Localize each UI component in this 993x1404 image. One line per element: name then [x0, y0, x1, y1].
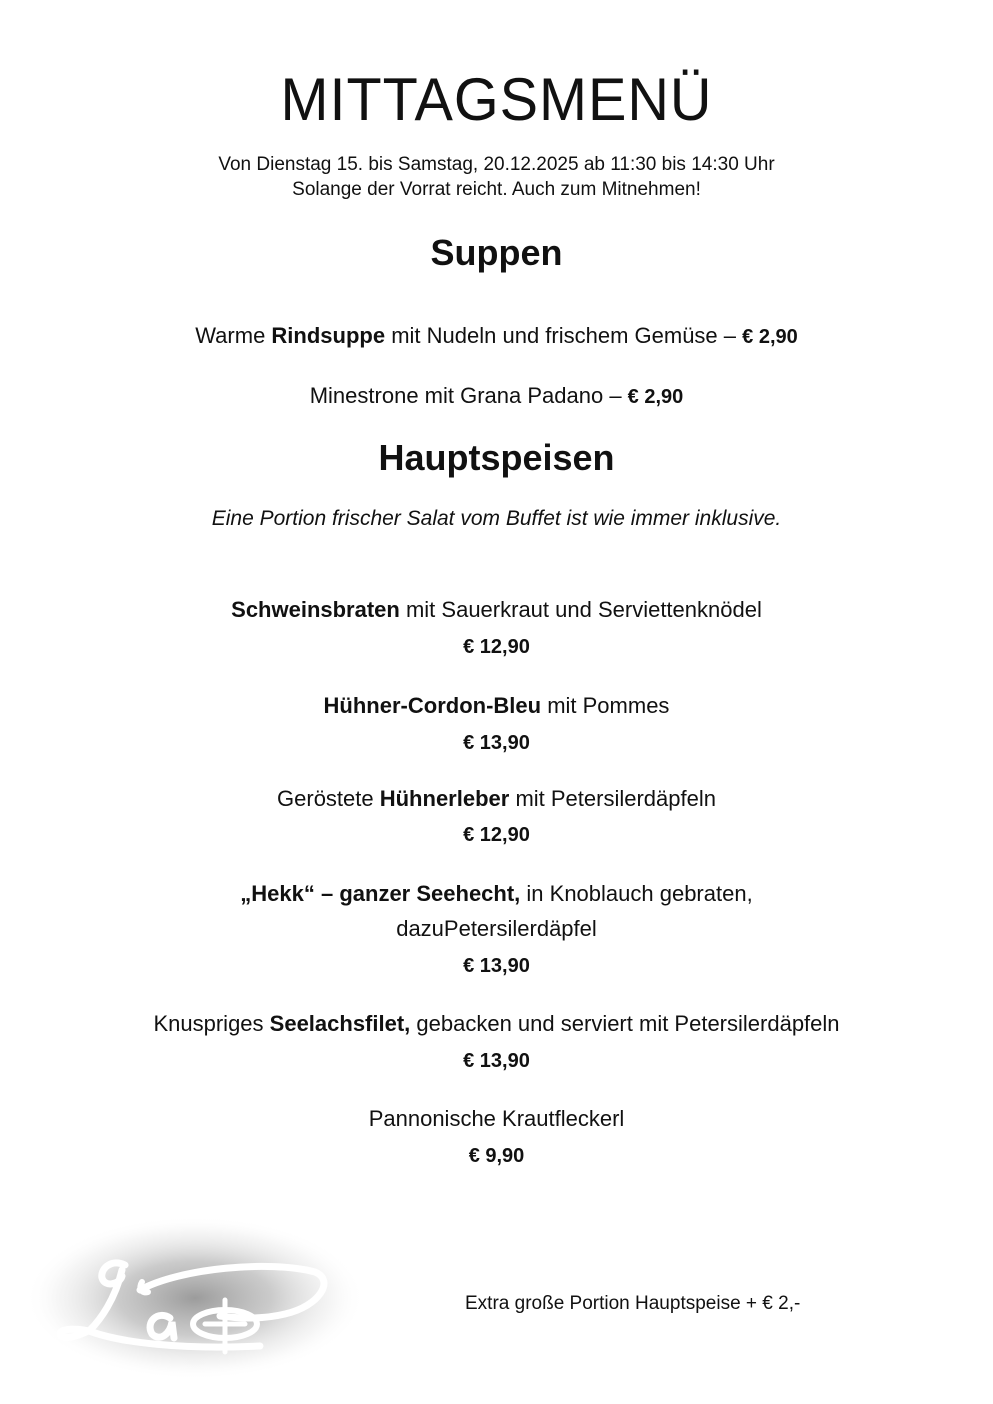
main-item-description: [0, 692, 993, 720]
main-item-description: [0, 785, 993, 813]
restaurant-logo-icon: [30, 1210, 370, 1380]
soup-item-name: Rindsuppe: [271, 323, 386, 348]
main-item-suffix: gebacken und serviert mit Petersilerdäpfeln: [410, 1011, 840, 1036]
soup-item: [0, 322, 993, 351]
main-item-name: „Hekk“ – ganzer Seehecht,: [240, 881, 521, 906]
main-item-name: Hühner-Cordon-Bleu: [323, 693, 542, 718]
main-item-suffix: mit Pommes: [541, 693, 670, 718]
salad-note: Eine Portion frischer Salat vom Buffet ist wie immer inklusive.: [211, 507, 782, 530]
main-item-prefix: Pannonische Krautfleckerl: [368, 1106, 625, 1131]
soup-item-prefix: Minestrone mit Grana Padano –: [309, 383, 628, 408]
main-item-price: € 13,90: [463, 732, 530, 754]
main-item-name: Seelachsfilet,: [269, 1011, 411, 1036]
soup-item: [0, 382, 993, 411]
section-heading-mains: Hauptspeisen: [378, 437, 615, 478]
main-item-name: Schweinsbraten: [231, 597, 400, 622]
extra-portion-note: Extra große Portion Hauptspeise + € 2,-: [465, 1293, 801, 1314]
soup-item-price: € 2,90: [627, 386, 684, 408]
soup-item-prefix: Warme: [195, 323, 272, 348]
main-item-price: € 9,90: [468, 1145, 525, 1167]
availability-line: Solange der Vorrat reicht. Auch zum Mitnehmen!: [292, 179, 701, 200]
main-item-description-line2: dazuPetersilerdäpfel: [396, 916, 597, 941]
main-item-name: Hühnerleber: [379, 786, 510, 811]
main-item-description: [0, 880, 993, 908]
page-title: MITTAGSMENÜ: [280, 66, 713, 133]
main-item-suffix: mit Sauerkraut und Serviettenknödel: [399, 597, 762, 622]
section-heading-soups: Suppen: [430, 232, 563, 273]
main-item-price: € 13,90: [463, 1050, 530, 1072]
soup-item-suffix: mit Nudeln und frischem Gemüse –: [385, 323, 743, 348]
main-item-suffix: mit Petersilerdäpfeln: [509, 786, 716, 811]
main-item-description: [0, 1105, 993, 1133]
main-item-description: [0, 1010, 993, 1038]
main-item-prefix: Knuspriges: [153, 1011, 270, 1036]
main-item-suffix: in Knoblauch gebraten,: [520, 881, 753, 906]
main-item-price: € 12,90: [463, 636, 530, 658]
main-item-price: € 12,90: [463, 824, 530, 846]
main-item-description: [0, 596, 993, 624]
main-item-price: € 13,90: [463, 955, 530, 977]
main-item-prefix: Geröstete: [277, 786, 380, 811]
soup-item-price: € 2,90: [742, 326, 798, 348]
date-line: Von Dienstag 15. bis Samstag, 20.12.2025 ab 11:30 bis 14:30 Uhr: [218, 154, 775, 175]
